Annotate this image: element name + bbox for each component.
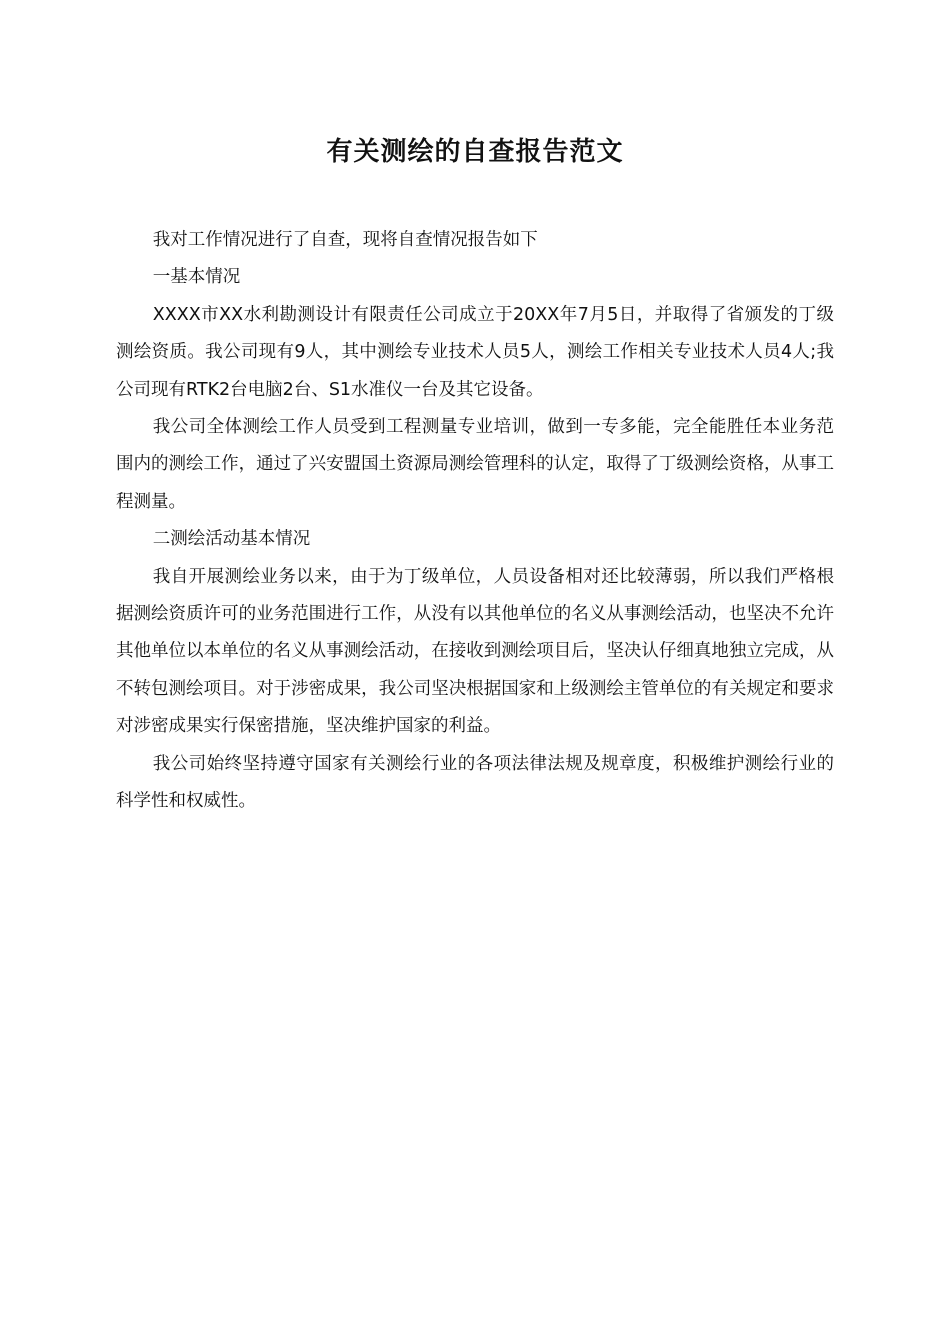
- staff-training-paragraph: 我公司全体测绘工作人员受到工程测量专业培训，做到一专多能，完全能胜任本业务范围内的测绘工作，通过了兴安盟国土资源局测绘管理科的认定，取得了丁级测绘资格，从事工程测量。: [116, 417, 834, 512]
- intro-paragraph: 我对工作情况进行了自查，现将自查情况报告如下: [152, 230, 538, 250]
- compliance-paragraph: 我公司始终坚持遵守国家有关测绘行业的各项法律法规及规章度，积极维护测绘行业的科学性和权威性。: [116, 753, 834, 812]
- section-heading-basic-info: 一基本情况: [152, 267, 241, 288]
- document-body: [116, 222, 834, 821]
- document-title: 有关测绘的自查报告范文: [326, 137, 624, 167]
- company-info-paragraph: XXXX市XX水利勘测设计有限责任公司成立于20XX年7月5日，并取得了省颁发的丁级测绘资质。我公司现有9人，其中测绘专业技术人员5人，测绘工作相关专业技术人员4人;我公司现有RTK2台电脑2台、S1水准仪一台及其它设备。: [116, 304, 834, 400]
- survey-activities-paragraph: 我自开展测绘业务以来，由于为丁级单位，人员设备相对还比较薄弱，所以我们严格根据测绘资质许可的业务范围进行工作，从没有以其他单位的名义从事测绘活动，也坚决不允许其他单位以本单位的名义从事测绘活动，在接收到测绘项目后，坚决认仔细真地独立完成，从不转包测绘项目。对于涉密成果，我公司坚决根据国家和上级测绘主管单位的有关规定和要求对涉密成果实行保密措施，坚决维护国家的利益。: [116, 566, 834, 737]
- section-heading-survey-activities: 二测绘活动基本情况: [152, 529, 311, 550]
